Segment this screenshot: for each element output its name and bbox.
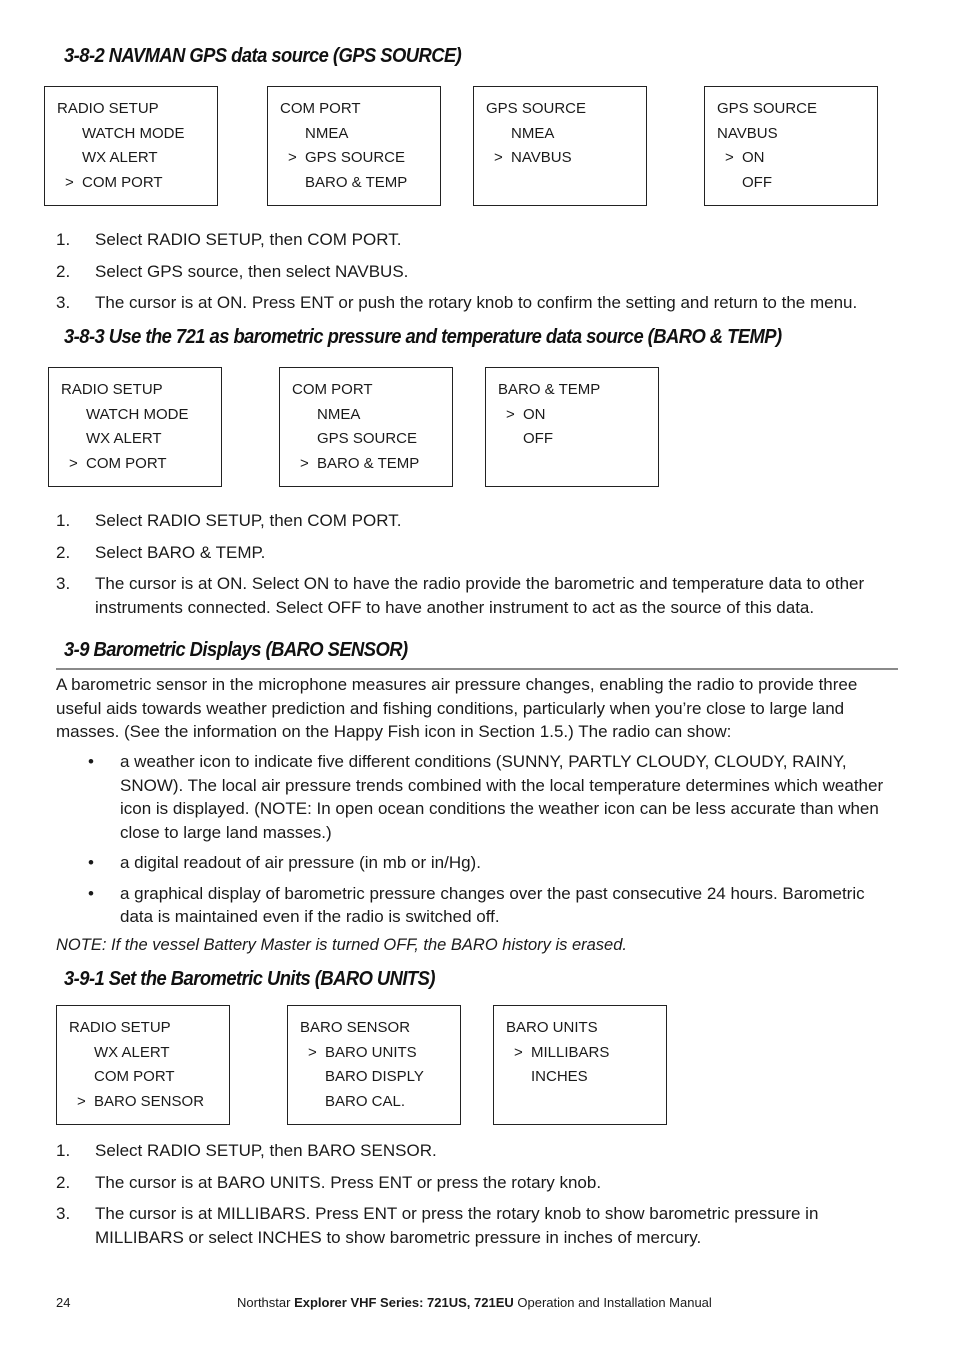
- footer-manual: Operation and Installation Manual: [517, 1295, 712, 1310]
- menu-item: WX ALERT: [82, 149, 158, 166]
- menu-title: RADIO SETUP: [69, 1019, 171, 1036]
- menu-item: OFF: [523, 430, 553, 447]
- section-divider: [56, 668, 898, 670]
- menu-item: INCHES: [531, 1068, 588, 1085]
- cursor-marker: >: [725, 149, 734, 166]
- menu-box-baro-units: [493, 1005, 667, 1125]
- menu-title: BARO SENSOR: [300, 1019, 411, 1036]
- bullet-item: • a digital readout of air pressure (in mb or in/Hg).: [88, 853, 481, 872]
- step-item: 1. Select RADIO SETUP, then BARO SENSOR.: [56, 1141, 437, 1160]
- menu-item-selected: GPS SOURCE: [305, 149, 406, 166]
- menu-item: NMEA: [305, 124, 349, 142]
- menu-item: COM PORT: [94, 1068, 175, 1085]
- menu-title: COM PORT: [292, 381, 373, 398]
- section-heading-3-8-3: 3-8-3 Use the 721 as barometric pressure and temperature data source (BARO & TEMP): [64, 326, 782, 348]
- cursor-marker: >: [77, 1092, 86, 1110]
- menu-box-baro-temp: [485, 367, 659, 487]
- menu-box-com-port: [279, 367, 453, 487]
- menu-item: GPS SOURCE: [317, 430, 418, 447]
- menu-item-selected: ON: [742, 149, 765, 166]
- cursor-marker: >: [308, 1043, 317, 1061]
- step-item: 2. Select GPS source, then select NAVBUS.: [56, 261, 409, 281]
- menu-item-selected: BARO & TEMP: [317, 454, 420, 472]
- step-item: 3. The cursor is at ON. Select ON to have the radio provide the barometric and temperature data to other instruments connected. Select OFF to have another instrument to act as the source of this data.: [56, 574, 865, 617]
- menu-item: BARO DISPLY: [325, 1068, 424, 1085]
- menu-title: BARO & TEMP: [498, 381, 601, 398]
- footer-title: [237, 1295, 712, 1310]
- menu-box-gps-source: [473, 86, 647, 206]
- menu-title: RADIO SETUP: [57, 100, 159, 117]
- cursor-marker: >: [288, 149, 297, 166]
- cursor-marker: >: [494, 149, 503, 166]
- menu-title: RADIO SETUP: [61, 381, 163, 398]
- menu-box-gps-source-navbus: [704, 86, 878, 206]
- menu-box-baro-sensor: [287, 1005, 461, 1125]
- bullet-list: [56, 750, 898, 936]
- bullet-item: • a weather icon to indicate five different conditions (SUNNY, PARTLY CLOUDY, CLOUDY, RAINY, SNOW). The local air pressure trends combined with the local temperature determines which weather icon is displayed. (NOTE: In open ocean conditions the weather icon can be less accurate than when close to large land masses.): [88, 752, 884, 842]
- menu-title: BARO UNITS: [506, 1019, 598, 1036]
- step-item: 2. Select BARO & TEMP.: [56, 542, 266, 562]
- menu-item: NMEA: [511, 124, 555, 142]
- menu-subtitle: NAVBUS: [717, 124, 778, 142]
- cursor-marker: >: [514, 1043, 523, 1061]
- menu-title: GPS SOURCE: [486, 100, 587, 117]
- bullet-item: • a graphical display of barometric pressure changes over the past consecutive 24 hours. Barometric data is maintained even if the radio is switched off.: [88, 883, 865, 926]
- menu-box-radio-setup: [48, 367, 222, 487]
- menu-item: WATCH MODE: [82, 124, 185, 142]
- menu-item: WX ALERT: [86, 430, 162, 447]
- steps-list-3-8-2: [56, 228, 906, 323]
- cursor-marker: >: [506, 405, 515, 423]
- footer-series: Explorer VHF Series: 721US, 721EU: [294, 1295, 514, 1310]
- menu-item: OFF: [742, 173, 772, 191]
- menu-item: NMEA: [317, 405, 361, 423]
- note-text: NOTE: If the vessel Battery Master is turned OFF, the BARO history is erased.: [56, 936, 627, 954]
- menu-item-selected: BARO SENSOR: [94, 1092, 205, 1110]
- menu-title: GPS SOURCE: [717, 100, 818, 117]
- intro-paragraph: A barometric sensor in the microphone measures air pressure changes, enabling the radio to provide three useful aids towards weather prediction and fishing conditions, particularly when you’re close to large land masses. (See the information on the Happy Fish icon in Section 1.5.) The radio can show:: [56, 675, 858, 741]
- menu-item-selected: MILLIBARS: [531, 1043, 610, 1061]
- menu-item-selected: COM PORT: [82, 173, 163, 191]
- step-item: 1. Select RADIO SETUP, then COM PORT.: [56, 511, 402, 530]
- menu-item-selected: BARO UNITS: [325, 1043, 417, 1061]
- menu-item: WATCH MODE: [86, 405, 189, 423]
- menu-item: BARO & TEMP: [305, 173, 408, 191]
- menu-item-selected: COM PORT: [86, 454, 167, 472]
- menu-item: WX ALERT: [94, 1043, 170, 1061]
- cursor-marker: >: [65, 173, 74, 191]
- menu-box-radio-setup: [44, 86, 218, 206]
- step-item: 3. The cursor is at ON. Press ENT or push the rotary knob to confirm the setting and return to the menu.: [56, 293, 858, 312]
- section-heading-3-9-1: 3-9-1 Set the Barometric Units (BARO UNITS): [64, 968, 435, 990]
- step-item: 2. The cursor is at BARO UNITS. Press ENT or press the rotary knob.: [56, 1172, 602, 1192]
- cursor-marker: >: [69, 454, 78, 472]
- menu-item: BARO CAL.: [325, 1092, 406, 1110]
- page-number: 24: [56, 1295, 71, 1310]
- menu-item-selected: ON: [523, 405, 546, 423]
- step-item: 1. Select RADIO SETUP, then COM PORT.: [56, 230, 402, 249]
- steps-list-3-8-3: [56, 509, 906, 627]
- section-heading-3-9: 3-9 Barometric Displays (BARO SENSOR): [64, 639, 408, 661]
- section-heading-3-8-2: 3-8-2 NAVMAN GPS data source (GPS SOURCE): [64, 45, 462, 67]
- menu-box-radio-setup: [56, 1005, 230, 1125]
- menu-title: COM PORT: [280, 100, 361, 117]
- cursor-marker: >: [300, 454, 309, 472]
- footer-brand: Northstar: [237, 1295, 291, 1310]
- steps-list-3-9-1: [56, 1139, 906, 1257]
- menu-item-selected: NAVBUS: [511, 149, 572, 166]
- step-item: 3. The cursor is at MILLIBARS. Press ENT or press the rotary knob to show barometric pressure in MILLIBARS or select INCHES to show barometric pressure in inches of mercury.: [56, 1204, 819, 1247]
- menu-box-com-port: [267, 86, 441, 206]
